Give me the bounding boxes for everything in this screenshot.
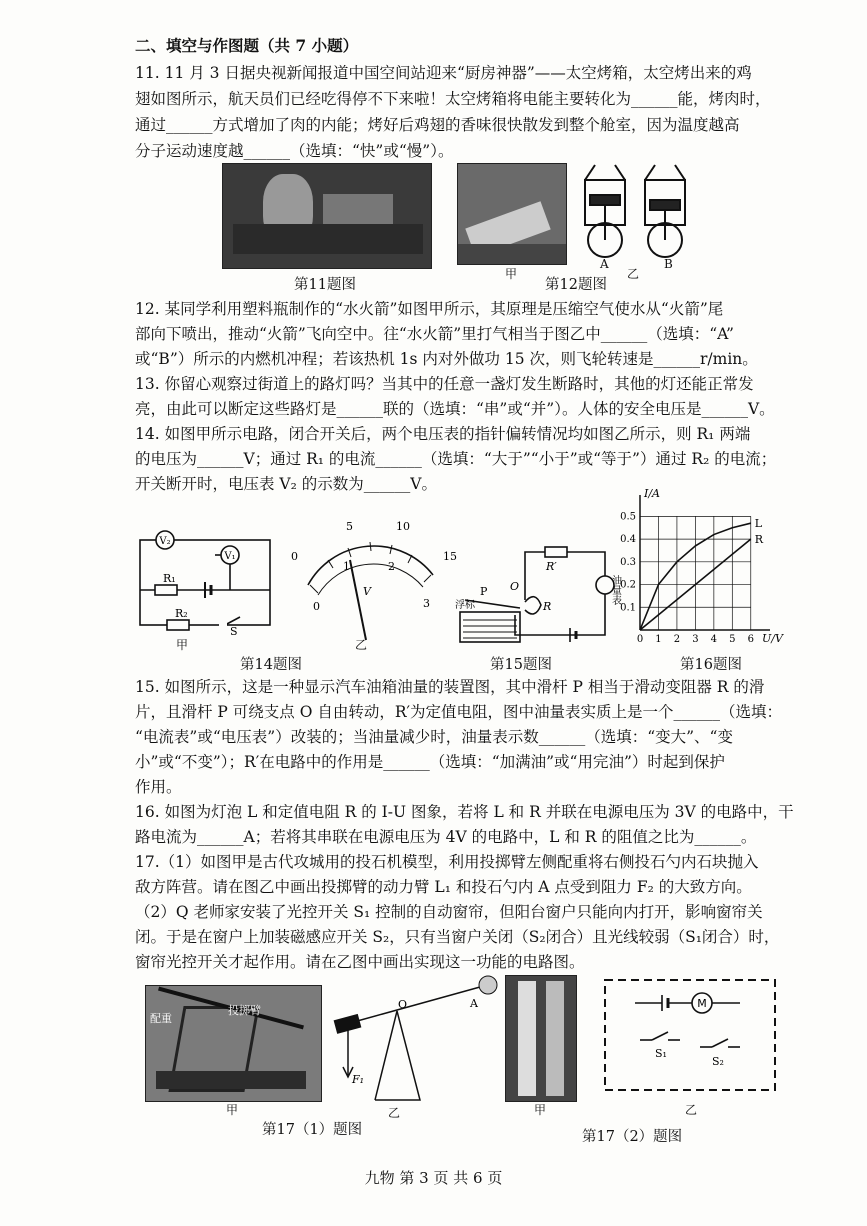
q17-line1: 17.（1）如图甲是古代攻城用的投石机模型，利用投掷臂左侧配重将右侧投石勺内石块抛入 (135, 853, 759, 871)
series-label-L: L (754, 517, 763, 531)
x-tick-label: 3 (692, 634, 699, 645)
section-title: 二、填空与作图题（共 7 小题） (135, 36, 359, 55)
x-tick-label: 0 (636, 634, 644, 645)
fig15-o-label: O (510, 580, 520, 593)
fig15-fuel-gauge (455, 530, 625, 650)
fig17-1-f1-label: F₁ (352, 1073, 365, 1086)
fig17-2-jia-label: 甲 (534, 1103, 547, 1117)
q17-line4: 闭。于是在窗户上加装磁感应开关 S₂，只有当窗户关闭（S₂闭合）且光线较弱（S₁闭合）时， (135, 928, 780, 946)
series-label-R: R (754, 533, 764, 547)
page-footer: 九物 第 3 页 共 6 页 (364, 1169, 503, 1187)
q17-line3: （2）Q 老师家安装了光控开关 S₁ 控制的自动窗帘，但阳台窗户只能向内打开，影响窗帘关 (135, 903, 763, 921)
x-tick-label: 6 (747, 634, 754, 645)
fig14-dial-15: 15 (443, 550, 457, 563)
q15-line3: “电流表”或“电压表”）改装的；当油量减少时，油量表示数______（选填：“变大”、“变 (135, 728, 733, 746)
x-axis-label: U/V (762, 632, 783, 645)
q14-line3: 开关断开时，电压表 V₂ 的示数为______V。 (135, 475, 437, 493)
fig12-yi-label: 乙 (627, 267, 640, 281)
x-tick-label: 1 (655, 634, 662, 645)
fig14-yi-label: 乙 (355, 638, 368, 652)
q11-line3: 通过______方式增加了肉的内能；烤好后鸡翅的香味很快散发到整个舱室，因为温度越高 (135, 116, 740, 134)
fig15-rprime-label: R′ (546, 560, 557, 573)
q16-line2: 路电流为______A；若将其串联在电源电压为 4V 的电路中，L 和 R 的阻值之比为______。 (135, 828, 757, 846)
y-tick-label: 0.4 (620, 534, 636, 546)
fig14-dial-2: 2 (388, 560, 395, 573)
fig14-dial-5: 5 (346, 520, 353, 533)
fig17-1-caption: 第17（1）题图 (262, 1122, 363, 1138)
fig17-2-s2-label: S₂ (712, 1055, 724, 1068)
q15-line2: 片，且滑杆 P 可绕支点 O 自由转动，R′为定值电阻，图中油量表实质上是一个______（选填： (135, 703, 783, 721)
q15-line4: 小”或“不变”）；R′在电路中的作用是______（选填：“加满油”或“用完油”）时起到保护 (135, 753, 725, 771)
fig15-caption: 第15题图 (490, 657, 552, 673)
fig17-1-lever-sketch (330, 975, 505, 1105)
fig14-jia-label: 甲 (176, 638, 189, 652)
fig12-jia-label: 甲 (505, 267, 518, 281)
fig14-r1-label: R₁ (163, 572, 176, 585)
fig17-2-s1-label: S₁ (655, 1047, 667, 1060)
fig14-dial-1: 1 (343, 560, 350, 573)
fig16-caption: 第16题图 (680, 657, 742, 673)
fig17-2-circuit-box (600, 975, 780, 1095)
fig17-2-yi-label: 乙 (685, 1103, 698, 1117)
fig17-1-counterweight-label: 配重 (150, 1012, 172, 1025)
y-tick-label: 0.1 (620, 602, 636, 614)
fig15-r-label: R (543, 600, 552, 613)
q16-line1: 16. 如图为灯泡 L 和定值电阻 R 的 I-U 图象，若将 L 和 R 并联在电源电压为 3V 的电路中，干 (135, 803, 794, 821)
q15-line1: 15. 如图所示，这是一种显示汽车油箱油量的装置图，其中滑杆 P 相当于滑动变阻器 R 的滑 (135, 678, 765, 696)
fig17-1-arm-label: 投掷臂 (228, 1004, 261, 1017)
q12-line3: 或“B”）所示的内燃机冲程；若该热机 1s 内对外做功 15 次，则飞轮转速是______r/min。 (135, 350, 758, 368)
fig14-dial-0-top: 0 (291, 550, 298, 563)
x-tick-label: 4 (710, 634, 718, 645)
q11-line1: 11. 11 月 3 日据央视新闻报道中国空间站迎来“厨房神器”——太空烤箱，太空烤出来的鸡 (135, 64, 752, 82)
fig14-v1-label: V₁ (224, 551, 236, 562)
fig12-photo-water-rocket (457, 163, 567, 265)
fig14-s-label: S (230, 625, 238, 638)
q12-line1: 12. 某同学利用塑料瓶制作的“水火箭”如图甲所示，其原理是压缩空气使水从“火箭”尾 (135, 300, 724, 318)
y-tick-label: 0.2 (620, 579, 636, 591)
q12-line2: 部向下喷出，推动“火箭”飞向空中。往“水火箭”里打气相当于图乙中______（选填：“A” (135, 325, 734, 343)
fig15-p-label: P (480, 585, 488, 598)
fig17-1-o-label: O (398, 998, 408, 1011)
fig12-label-b: B (664, 257, 673, 271)
fig11-photo-astronaut (222, 163, 432, 269)
q13-line1: 13. 你留心观察过街道上的路灯吗？当其中的任意一盏灯发生断路时，其他的灯还能正常发 (135, 375, 754, 393)
q15-line5: 作用。 (135, 778, 182, 796)
fig17-1-yi-label: 乙 (388, 1106, 401, 1120)
y-tick-label: 0.5 (620, 511, 636, 523)
y-tick-label: 0.3 (620, 556, 636, 568)
q13-line2: 亮，由此可以断定这些路灯是______联的（选填：“串”或“并”）。人体的安全电压是______V。 (135, 400, 775, 418)
fig15-meter-label: 油量表 (609, 575, 621, 605)
fig14-dial-unit: V (363, 585, 371, 598)
fig12-caption: 第12题图 (545, 277, 607, 293)
x-tick-label: 5 (729, 634, 736, 645)
fig15-float-label: 浮标 (455, 600, 475, 611)
y-axis-label: I/A (644, 487, 660, 500)
fig14-r2-label: R₂ (175, 607, 188, 620)
fig17-1-photo-trebuchet (145, 985, 322, 1102)
fig17-1-jia-label: 甲 (226, 1103, 239, 1117)
fig14-dial-0-bottom: 0 (313, 600, 320, 613)
q17-line5: 窗帘光控开关才起作用。请在乙图中画出实现这一功能的电路图。 (135, 953, 585, 971)
fig14-circuit (135, 525, 285, 638)
fig12-label-a: A (600, 257, 609, 271)
fig17-2-caption: 第17（2）题图 (582, 1129, 683, 1145)
fig17-2-motor-label: M (697, 997, 707, 1010)
q17-line2: 敌方阵营。请在图乙中画出投掷臂的动力臂 L₁ 和投石勺内 A 点受到阻力 F₂ 的大致方向。 (135, 878, 752, 896)
q14-line2: 的电压为______V；通过 R₁ 的电流______（选填：“大于”“小于”或“等于”）通过 R₂ 的电流； (135, 450, 777, 468)
fig17-2-photo-window (505, 975, 577, 1102)
fig14-dial-10: 10 (396, 520, 410, 533)
fig12-engine-diagrams (575, 160, 695, 270)
q14-line1: 14. 如图甲所示电路，闭合开关后，两个电压表的指针偏转情况均如图乙所示，则 R₁ 两端 (135, 425, 751, 443)
q11-line4: 分子运动速度越______（选填：“快”或“慢”）。 (135, 142, 454, 160)
q11-line2: 翅如图所示，航天员们已经吃得停不下来啦！太空烤箱将电能主要转化为______能，烤肉时， (135, 90, 771, 108)
fig14-caption: 第14题图 (240, 657, 302, 673)
fig14-dial-3: 3 (423, 597, 430, 610)
fig11-caption: 第11题图 (294, 277, 356, 293)
fig14-v2-label: V₂ (159, 536, 171, 547)
fig14-voltmeter-dial (288, 515, 458, 645)
fig17-1-a-label: A (470, 997, 478, 1010)
x-tick-label: 2 (673, 634, 681, 645)
fig16-iu-chart (615, 487, 785, 650)
